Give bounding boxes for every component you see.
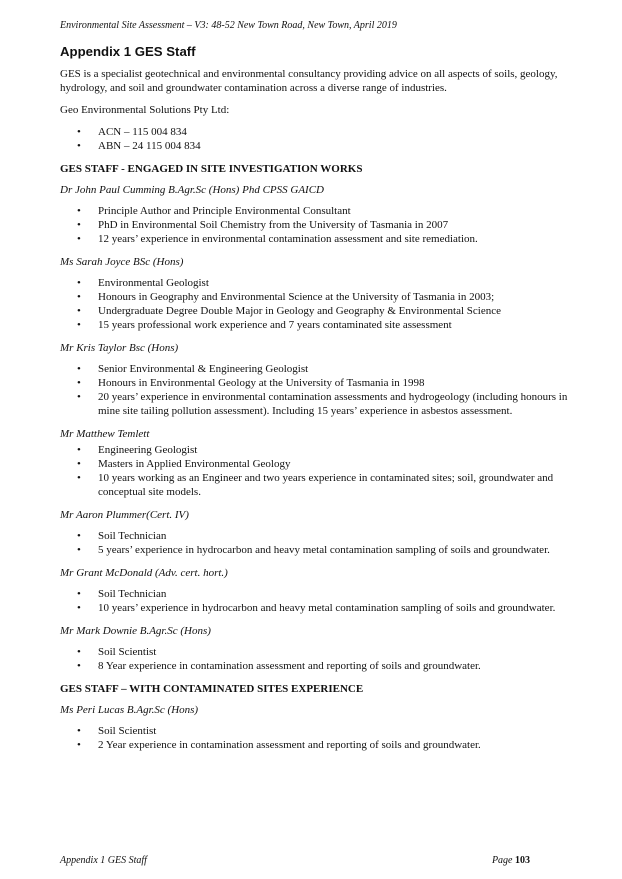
staff-details [60, 443, 582, 499]
bullet-icon: • [77, 725, 81, 737]
bullet-icon: • [77, 588, 81, 600]
staff-name: Mr Aaron Plummer(Cert. IV) [60, 509, 189, 521]
list-item: • Soil Technician [77, 530, 167, 542]
staff-details [60, 529, 582, 557]
company-id-list [60, 125, 582, 153]
bullet-icon: • [77, 391, 81, 403]
list-item: • ACN – 115 004 834 [77, 126, 187, 138]
bullet-icon: • [77, 444, 81, 456]
bullet-icon: • [77, 377, 81, 389]
staff-name: Ms Sarah Joyce BSc (Hons) [60, 256, 184, 268]
staff-name: Mr Mark Downie B.Agr.Sc (Hons) [60, 625, 211, 637]
list-item: • PhD in Environmental Soil Chemistry from the University of Tasmania in 2007 [77, 219, 449, 231]
bullet-icon: • [77, 660, 81, 672]
running-header: Environmental Site Assessment – V3: 48-52 New Town Road, New Town, April 2019 [60, 20, 397, 31]
bullet-icon: • [77, 319, 81, 331]
bullet-icon: • [77, 277, 81, 289]
bullet-icon: • [77, 291, 81, 303]
list-item: • ABN – 24 115 004 834 [77, 140, 201, 152]
staff-details [60, 587, 582, 615]
page-footer [60, 855, 530, 866]
list-item: • Undergraduate Degree Double Major in Geology and Geography & Environmental Science [77, 305, 501, 317]
bullet-icon: • [77, 140, 81, 152]
list-item: • 10 years working as an Engineer and two years experience in contaminated sites; soil, groundwater and conceptual site models. [77, 472, 554, 498]
staff-name: Dr John Paul Cumming B.Agr.Sc (Hons) Phd CPSS GAICD [60, 184, 324, 196]
document-body [60, 44, 582, 762]
bullet-icon: • [77, 530, 81, 542]
page-indicator [492, 855, 530, 866]
intro-paragraph: GES is a specialist geotechnical and environmental consultancy providing advice on all aspects of soils, geology, hydrology, and soil and groundwater contamination across a diverse range of industries. [60, 68, 558, 94]
list-item: • 15 years professional work experience and 7 years contaminated site assessment [77, 319, 452, 331]
list-item: • Principle Author and Principle Environmental Consultant [77, 205, 351, 217]
list-item: • 2 Year experience in contamination assessment and reporting of soils and groundwater. [77, 739, 481, 751]
list-item: • 10 years’ experience in hydrocarbon and heavy metal contamination sampling of soils and groundwater. [77, 602, 556, 614]
staff-name: Ms Peri Lucas B.Agr.Sc (Hons) [60, 704, 199, 716]
bullet-icon: • [77, 646, 81, 658]
list-item: • Environmental Geologist [77, 277, 209, 289]
staff-details [60, 204, 582, 246]
staff-name: Mr Matthew Temlett [60, 428, 150, 440]
list-item: • 8 Year experience in contamination assessment and reporting of soils and groundwater. [77, 660, 481, 672]
list-item: • Engineering Geologist [77, 444, 198, 456]
company-name: Geo Environmental Solutions Pty Ltd: [60, 104, 230, 116]
list-item: • 5 years’ experience in hydrocarbon and heavy metal contamination sampling of soils and groundwater. [77, 544, 550, 556]
list-item: • Senior Environmental & Engineering Geologist [77, 363, 309, 375]
bullet-icon: • [77, 472, 81, 484]
bullet-icon: • [77, 126, 81, 138]
footer-label: Appendix 1 GES Staff [60, 855, 147, 866]
list-item: • Soil Scientist [77, 725, 157, 737]
list-item: • Masters in Applied Environmental Geology [77, 458, 291, 470]
bullet-icon: • [77, 205, 81, 217]
bullet-icon: • [77, 739, 81, 751]
list-item: • Honours in Geography and Environmental Science at the University of Tasmania in 2003; [77, 291, 495, 303]
bullet-icon: • [77, 544, 81, 556]
staff-details [60, 724, 582, 752]
page-label: Page [491, 855, 515, 866]
bullet-icon: • [77, 458, 81, 470]
bullet-icon: • [77, 219, 81, 231]
staff-name: Mr Kris Taylor Bsc (Hons) [60, 342, 179, 354]
list-item: • Honours in Environmental Geology at the University of Tasmania in 1998 [77, 377, 425, 389]
list-item: • Soil Scientist [77, 646, 157, 658]
bullet-icon: • [77, 602, 81, 614]
staff-details [60, 645, 582, 673]
bullet-icon: • [77, 363, 81, 375]
list-item: • Soil Technician [77, 588, 167, 600]
staff-name: Mr Grant McDonald (Adv. cert. hort.) [60, 567, 228, 579]
page-title: Appendix 1 GES Staff [60, 44, 196, 59]
staff-details [60, 362, 582, 418]
section-heading: GES STAFF – WITH CONTAMINATED SITES EXPERIENCE [60, 683, 364, 695]
list-item: • 20 years’ experience in environmental contamination assessments and hydrogeology (including honours in mine site tailing pollution assessment). Including 15 years’ experience in asbestos assessment. [77, 391, 568, 417]
list-item: • 12 years’ experience in environmental contamination assessment and site remediation. [77, 233, 478, 245]
page-number: 103 [515, 855, 530, 866]
bullet-icon: • [77, 233, 81, 245]
bullet-icon: • [77, 305, 81, 317]
section-heading: GES STAFF - ENGAGED IN SITE INVESTIGATION WORKS [60, 163, 363, 175]
staff-details [60, 276, 582, 332]
